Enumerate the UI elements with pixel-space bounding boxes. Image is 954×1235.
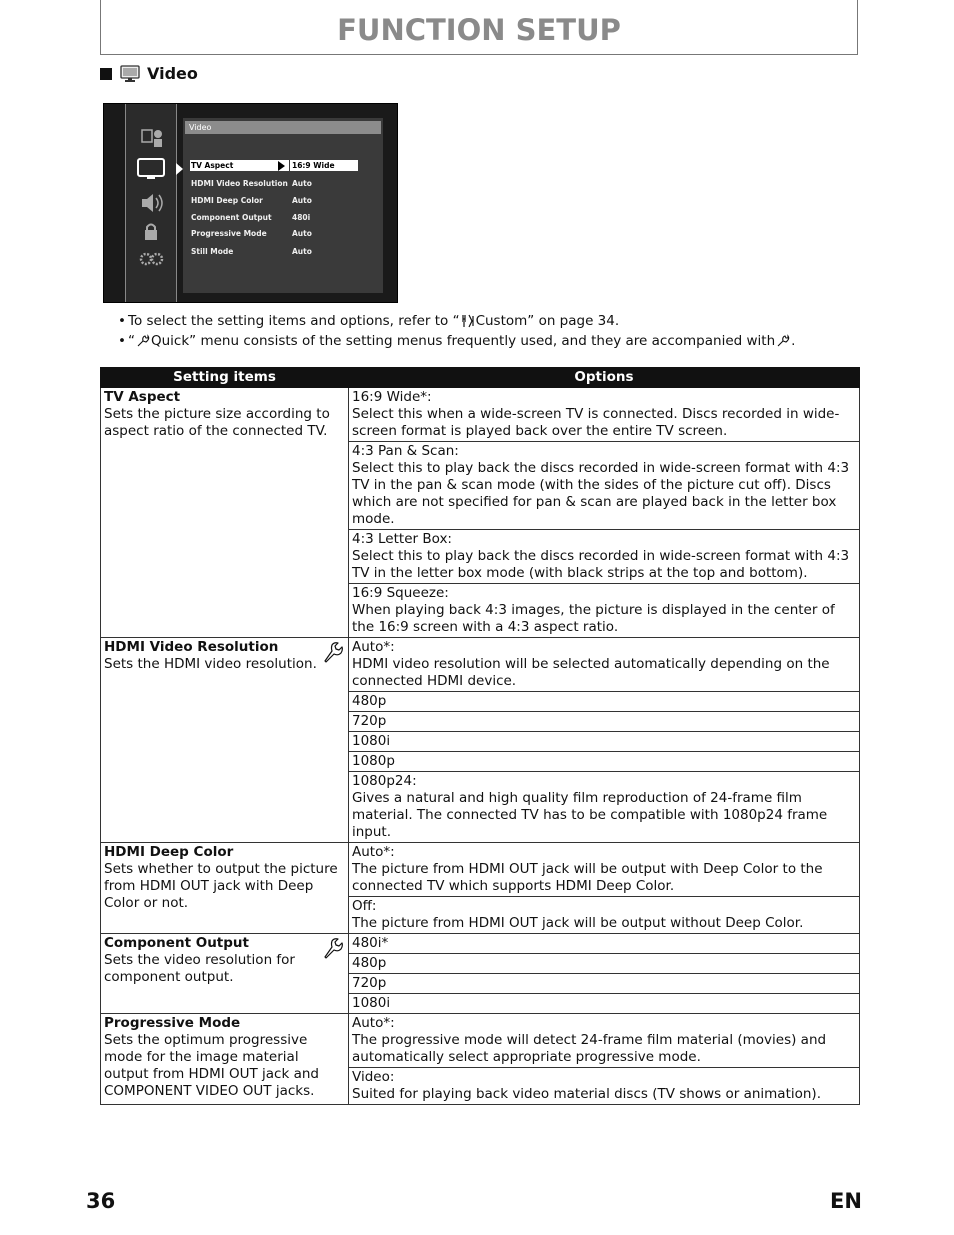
page-number: 36 [86,1189,116,1213]
table-row [101,388,860,442]
option-cell [349,1068,860,1105]
menu-row-hdmi-video-resolution[interactable] [191,177,371,191]
option-cell [349,638,860,692]
option-cell [349,712,860,732]
category-pointer-icon [176,163,183,175]
option-name: 720p [352,975,387,991]
option-name: 4:3 Pan & Scan: [352,443,459,459]
wrench-icon [323,938,345,960]
option-cell [349,584,860,638]
note-custom [118,311,795,331]
video-menu-screenshot [103,103,398,303]
menu-row-component-output[interactable] [191,211,371,225]
page-title: FUNCTION SETUP [337,13,621,47]
setting-title: Component Output [104,935,249,951]
setting-desc: Sets the video resolution for component output. [104,952,295,985]
option-cell [349,843,860,897]
note-text: “ [128,333,135,349]
play-arrow-icon [278,161,285,171]
lock-icon [134,219,168,245]
panel-title: Video [185,121,381,134]
setting-hdmi-video-resolution [101,638,349,843]
option-name: 1080p [352,753,395,769]
table-header-row [101,368,860,388]
option-desc: Select this to play back the discs recorded in wide-screen format with 4:3 TV in the pan & scan mode (with the sides of the picture cut off). Discs which are not specified for pan & scan are played back in the letter box mode. [352,460,850,527]
table-row [101,1014,860,1068]
option-cell [349,974,860,994]
setting-title: HDMI Deep Color [104,844,234,860]
wrench-icon [776,334,790,348]
option-cell [349,954,860,974]
option-cell [349,752,860,772]
setting-tv-aspect [101,388,349,638]
monitor-icon [120,65,140,83]
setting-desc: Sets the optimum progressive mode for the image material output from HDMI OUT jack and COMPONENT VIDEO OUT jacks. [104,1032,319,1099]
option-name: 720p [352,713,387,729]
setting-title: Progressive Mode [104,1015,241,1031]
column-header-options: Options [349,368,860,388]
option-name: Auto*: [352,1015,395,1031]
note-text: To select the setting items and options, refer to “ [128,313,460,329]
tv-video-icon [134,156,168,182]
option-name: 480p [352,955,387,971]
notes [118,311,795,351]
speaker-audio-icon [134,190,168,216]
menu-category-bar [125,104,177,302]
option-desc: The picture from HDMI OUT jack will be output with Deep Color to the connected TV which supports HDMI Deep Color. [352,861,823,894]
section-heading [100,64,198,83]
menu-label: Progressive Mode [191,229,267,238]
table-row [101,934,860,954]
setting-component-output [101,934,349,1014]
option-name: 1080p24: [352,773,417,789]
option-cell [349,442,860,530]
menu-row-still-mode[interactable] [191,245,371,259]
option-desc: Select this when a wide-screen TV is connected. Discs recorded in wide-screen format is played back over the entire TV screen. [352,406,840,439]
option-name: 480i* [352,935,389,951]
settings-table [100,367,860,1105]
menu-value: Auto [292,179,312,188]
menu-label: Component Output [191,213,272,222]
option-name: Auto*: [352,844,395,860]
column-header-setting-items: Setting items [101,368,349,388]
menu-row-progressive-mode[interactable] [191,227,371,241]
menu-panel [183,118,383,293]
option-name: 16:9 Wide*: [352,389,432,405]
setting-desc: Sets whether to output the picture from HDMI OUT jack with Deep Color or not. [104,861,338,911]
setting-desc: Sets the HDMI video resolution. [104,656,317,672]
option-name: Auto*: [352,639,395,655]
menu-value: Auto [292,196,312,205]
table-row [101,638,860,692]
option-name: Off: [352,898,377,914]
option-name: Video: [352,1069,395,1085]
option-name: 1080i [352,733,391,749]
menu-value: 16:9 Wide [290,160,358,171]
menu-label: HDMI Video Resolution [191,179,288,188]
setting-title: TV Aspect [104,389,181,405]
option-name: 4:3 Letter Box: [352,531,452,547]
setting-progressive-mode [101,1014,349,1105]
setting-title: HDMI Video Resolution [104,639,279,655]
bullet: • [118,333,126,349]
option-desc: Gives a natural and high quality film reproduction of 24-frame film material. The connected TV has to be compatible with 1080p24 frame input. [352,790,828,840]
option-cell [349,994,860,1014]
bullet: • [118,313,126,329]
option-desc: Suited for playing back video material discs (TV shows or animation). [352,1086,821,1102]
note-text: Custom” on page 34. [475,313,620,329]
menu-label: TV Aspect [190,160,289,171]
option-desc: HDMI video resolution will be selected automatically depending on the connected HDMI device. [352,656,830,689]
option-cell [349,530,860,584]
setting-hdmi-deep-color [101,843,349,934]
option-name: 480p [352,693,387,709]
header-box [100,0,858,55]
option-desc: The picture from HDMI OUT jack will be output without Deep Color. [352,915,804,931]
option-name: 1080i [352,995,391,1011]
menu-value: 480i [292,213,311,222]
option-cell [349,732,860,752]
note-text: Quick” menu consists of the setting menus frequently used, and they are accompanied with [151,333,776,349]
option-cell [349,692,860,712]
square-bullet-icon [100,68,112,80]
menu-label: Still Mode [191,247,234,256]
person-setting-icon [134,124,168,150]
option-cell [349,772,860,843]
menu-row-tv-aspect[interactable] [191,158,371,172]
gear-icon [134,246,168,272]
wrench-icon [323,642,345,664]
menu-row-hdmi-deep-color[interactable] [191,194,371,208]
option-name: 16:9 Squeeze: [352,585,449,601]
menu-value: Auto [292,247,312,256]
menu-label: HDMI Deep Color [191,196,263,205]
menu-value: Auto [292,229,312,238]
option-desc: Select this to play back the discs recorded in wide-screen format with 4:3 TV in the letter box mode (with black strips at the top and bottom). [352,548,850,581]
note-quick [118,331,795,351]
table-row [101,843,860,897]
language-code: EN [830,1189,862,1213]
option-cell [349,897,860,934]
option-cell [349,934,860,954]
section-title: Video [147,64,198,83]
custom-icon [461,314,475,328]
option-cell [349,1014,860,1068]
option-desc: When playing back 4:3 images, the picture is displayed in the center of the 16:9 screen with a 4:3 aspect ratio. [352,602,835,635]
option-cell [349,388,860,442]
wrench-icon [136,334,150,348]
setting-desc: Sets the picture size according to aspect ratio of the connected TV. [104,406,330,439]
option-desc: The progressive mode will detect 24-frame film material (movies) and automatically select appropriate progressive mode. [352,1032,827,1065]
note-text: . [791,333,796,349]
